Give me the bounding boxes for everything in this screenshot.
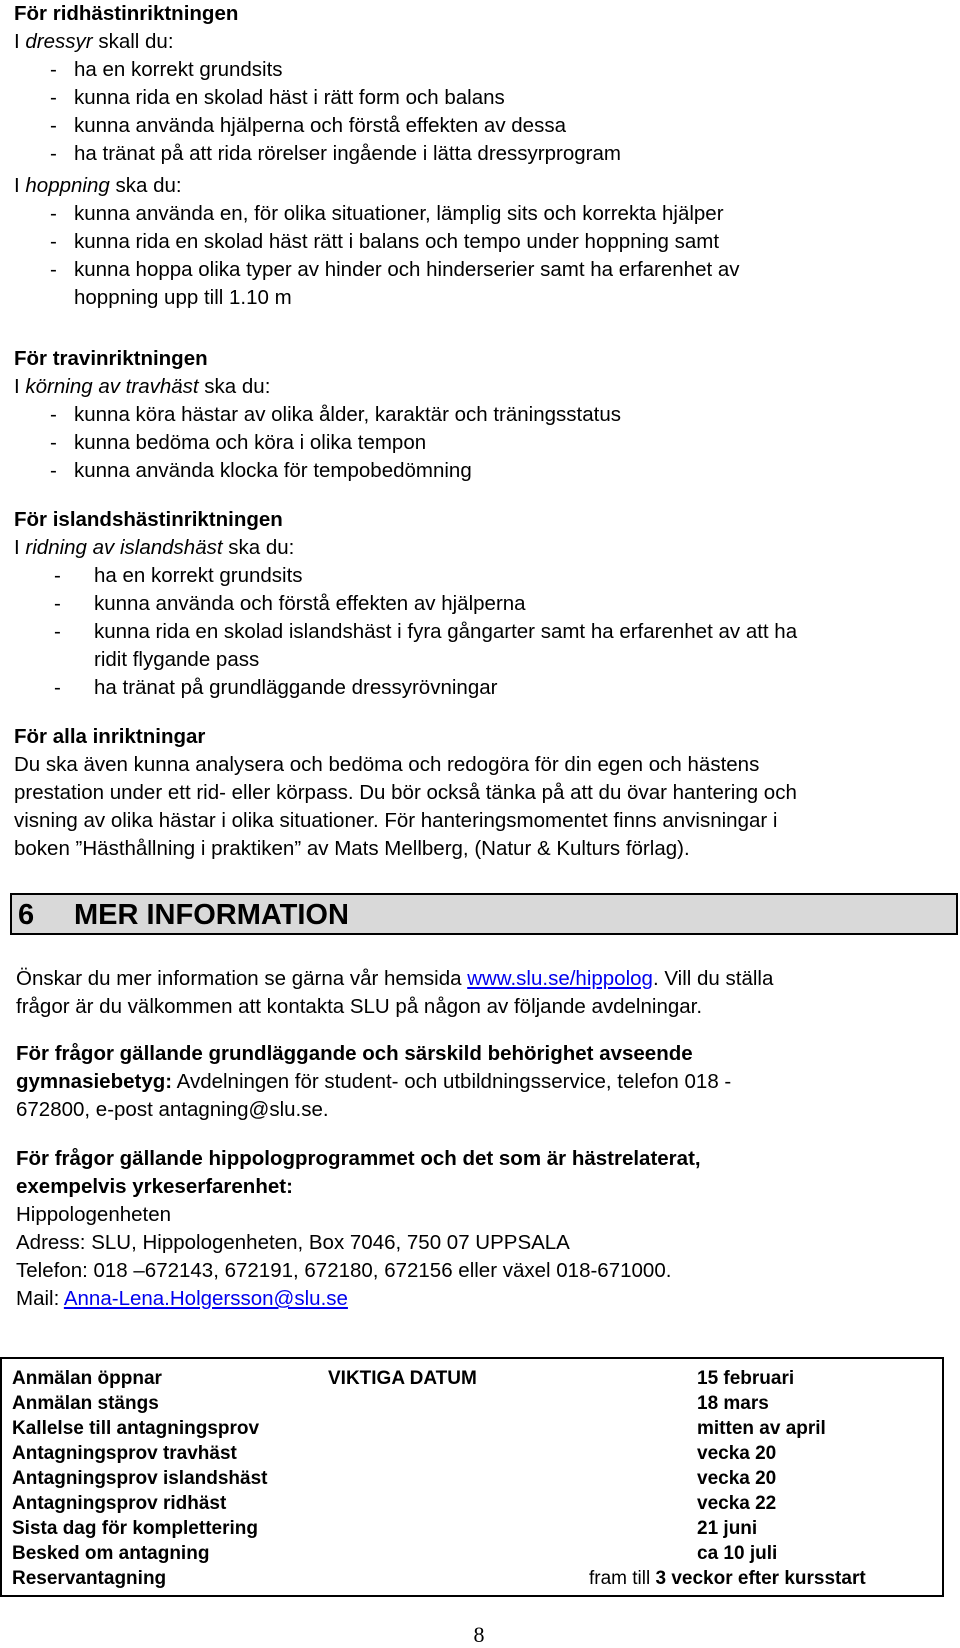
dates-box xyxy=(0,1357,944,1597)
section-heading xyxy=(10,893,958,935)
date-row: Anmälan stängs 18 mars xyxy=(12,1393,769,1414)
trav-intro: I körning av travhäst ska du: xyxy=(14,375,271,398)
alla-line: prestation under ett rid- eller körpass. Du bör också tänka på att du övar hantering och xyxy=(14,781,797,804)
trav-list xyxy=(14,401,944,485)
date-row: Antagningsprov ridhäst vecka 22 xyxy=(12,1493,777,1514)
ridhast-heading: För ridhästinriktningen xyxy=(14,2,239,25)
info-line: frågor är du välkommen att kontakta SLU på någon av följande avdelningar. xyxy=(16,995,703,1018)
info-line: Önskar du mer information se gärna vår hemsida www.slu.se/hippolog. Vill du ställa xyxy=(16,967,774,990)
list-item: - kunna använda klocka för tempobedömning xyxy=(50,459,472,482)
alla-line: Du ska även kunna analysera och bedöma och redogöra för din egen och hästens xyxy=(14,753,760,776)
list-item: - ha en korrekt grundsits xyxy=(50,58,283,81)
trav-section xyxy=(14,345,944,485)
grund-line: 672800, e-post antagning@slu.se. xyxy=(16,1098,329,1121)
grund-line: gymnasiebetyg: Avdelningen för student- och utbildningsservice, telefon 018 - xyxy=(16,1070,732,1093)
list-item-continuation: ridit flygande pass xyxy=(94,648,260,671)
hippolog-link[interactable]: www.slu.se/hippolog xyxy=(467,967,653,990)
list-item: - ha tränat på att rida rörelser ingående i lätta dressyrprogram xyxy=(50,142,621,165)
date-row: Sista dag för komplettering 21 juni xyxy=(12,1518,758,1539)
hippo-mail: Mail: Anna-Lena.Holgersson@slu.se xyxy=(16,1287,348,1310)
list-item: - kunna köra hästar av olika ålder, karaktär och träningsstatus xyxy=(50,403,621,426)
date-row: Reservantagning fram till 3 veckor efter kursstart xyxy=(12,1568,866,1589)
page-number: 8 xyxy=(473,1622,485,1647)
hippo-heading: exempelvis yrkeserfarenhet: xyxy=(16,1175,293,1198)
date-row: Kallelse till antagningsprov mitten av april xyxy=(12,1418,826,1439)
list-item: - kunna rida en skolad häst rätt i balans och tempo under hoppning samt xyxy=(50,230,720,253)
list-item: - kunna använda och förstå effekten av hjälperna xyxy=(54,592,526,615)
trav-heading: För travinriktningen xyxy=(14,347,208,370)
island-heading: För islandshästinriktningen xyxy=(14,508,283,531)
section-title: MER INFORMATION xyxy=(74,899,349,931)
info-block xyxy=(16,965,946,1021)
hippo-unit: Hippologenheten xyxy=(16,1203,172,1226)
hippo-phone: Telefon: 018 –672143, 672191, 672180, 672156 eller växel 018-671000. xyxy=(16,1259,672,1282)
list-item: - kunna rida en skolad häst i rätt form och balans xyxy=(50,86,505,109)
dressyr-list xyxy=(14,56,944,168)
list-item: - kunna använda hjälperna och förstå effekten av dessa xyxy=(50,114,566,137)
date-row: Antagningsprov travhäst vecka 20 xyxy=(12,1443,777,1464)
list-item: - kunna bedöma och köra i olika tempon xyxy=(50,431,427,454)
alla-line: visning av olika hästar i olika situationer. För hanteringsmomentet finns anvisningar i xyxy=(14,809,778,832)
alla-heading: För alla inriktningar xyxy=(14,725,206,748)
alla-line: boken ”Hästhållning i praktiken” av Mats Mellberg, (Natur & Kulturs förlag). xyxy=(14,837,690,860)
hoppning-intro: I hoppning ska du: xyxy=(14,174,182,197)
list-item: - kunna rida en skolad islandshäst i fyra gångarter samt ha erfarenhet av att ha xyxy=(54,620,798,643)
date-row: Anmälan öppnar 15 februari xyxy=(12,1368,795,1389)
mail-link[interactable]: Anna-Lena.Holgersson@slu.se xyxy=(63,1287,348,1310)
dates-title: VIKTIGA DATUM xyxy=(328,1368,477,1389)
alla-section xyxy=(14,723,944,863)
hippo-address: Adress: SLU, Hippologenheten, Box 7046, 750 07 UPPSALA xyxy=(16,1231,570,1254)
list-item-continuation: hoppning upp till 1.10 m xyxy=(74,286,292,309)
island-list xyxy=(14,562,944,702)
list-item: - kunna hoppa olika typer av hinder och hinderserier samt ha erfarenhet av xyxy=(50,258,740,281)
ridhast-section xyxy=(14,0,944,168)
dressyr-intro: I dressyr skall du: xyxy=(14,30,174,53)
hippo-block xyxy=(16,1145,946,1313)
hoppning-list xyxy=(14,200,944,312)
date-row: Antagningsprov islandshäst vecka 20 xyxy=(12,1468,777,1489)
list-item: - ha en korrekt grundsits xyxy=(54,564,303,587)
hoppning-section xyxy=(14,172,944,312)
island-section xyxy=(14,506,944,702)
section-number: 6 xyxy=(18,899,35,931)
island-intro: I ridning av islandshäst ska du: xyxy=(14,536,295,559)
list-item: - ha tränat på grundläggande dressyrövningar xyxy=(54,676,498,699)
date-row: Besked om antagning ca 10 juli xyxy=(12,1543,778,1564)
grund-block xyxy=(16,1040,946,1124)
list-item: - kunna använda en, för olika situationer, lämplig sits och korrekta hjälper xyxy=(50,202,724,225)
hippo-heading: För frågor gällande hippologprogrammet och det som är hästrelaterat, xyxy=(16,1147,701,1170)
grund-heading: För frågor gällande grundläggande och särskild behörighet avseende xyxy=(16,1042,693,1065)
